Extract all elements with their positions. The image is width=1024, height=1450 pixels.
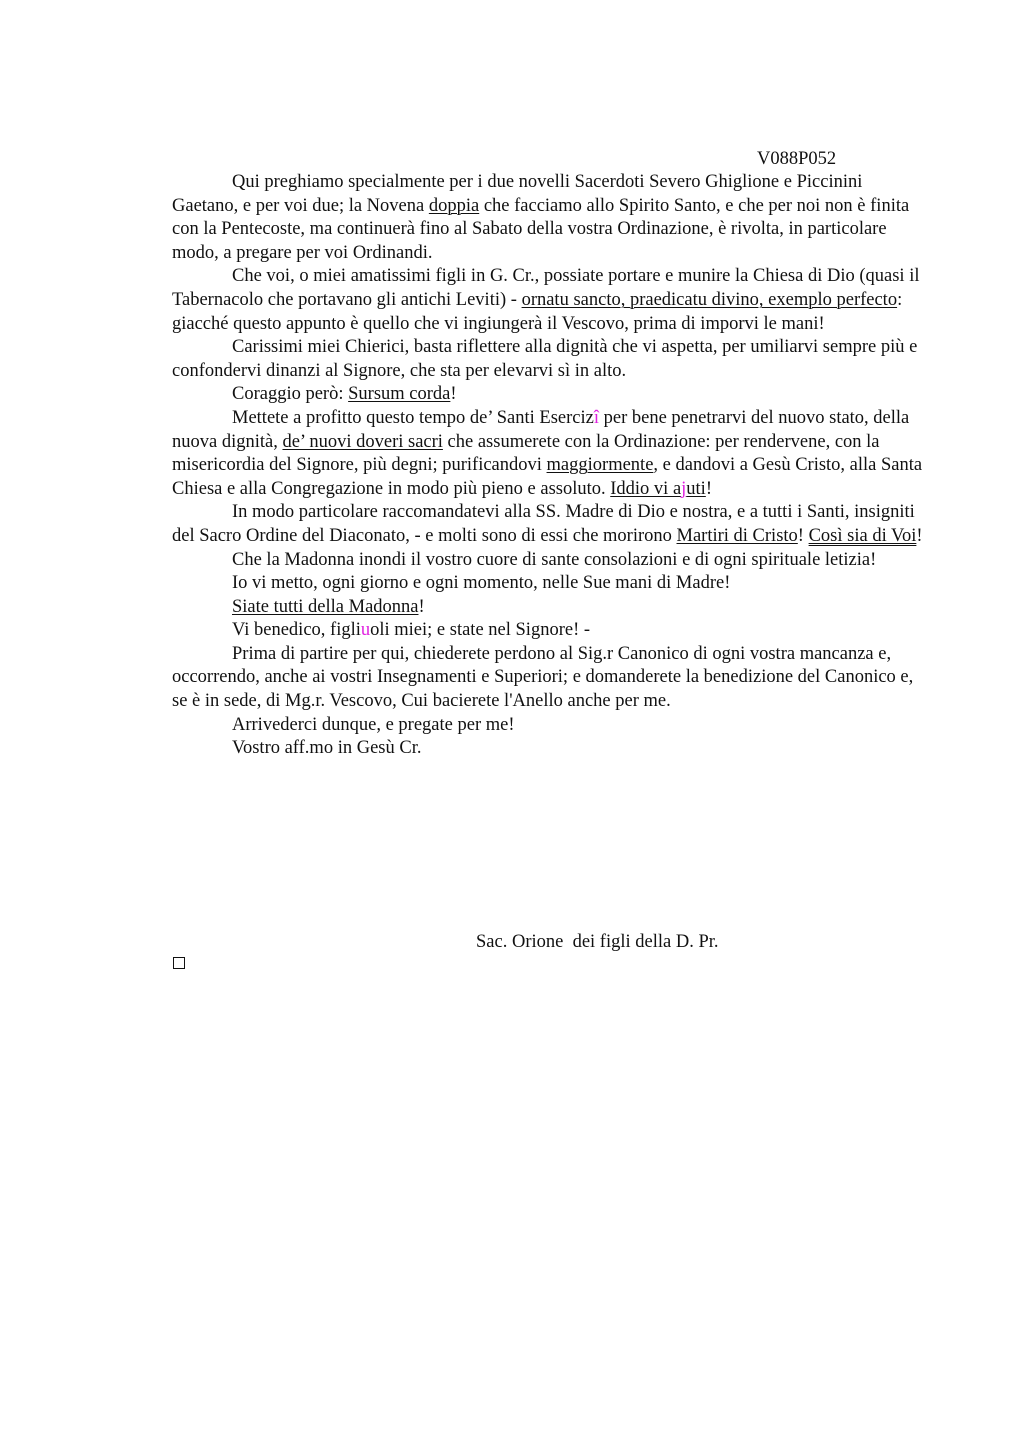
underlined-text: Siate tutti della Madonna [232, 596, 419, 617]
paragraph-7 [172, 549, 928, 573]
text-run: ! [418, 596, 425, 617]
text-run: Che la Madonna inondi il vostro cuore di sante consolazioni e di ogni spirituale letizia! [232, 549, 877, 570]
document-code: V088P052 [757, 149, 837, 169]
paragraph-6 [172, 501, 928, 548]
text-run: oli miei; e state nel Signore! - [370, 620, 591, 641]
underlined-text: ornatu sancto, praedicatu divino, exemplo perfecto [521, 289, 898, 310]
text-run: Prima di partire per qui, chiederete perdono al Sig.r Canonico di ogni vostra mancanza e, occorrendo, anche ai vostri Insegnamenti e Superiori; e domanderete la benedizione del Canonico e, se è in sede, di Mg.r. Vescovo, Cui bacierete l'Anello anche per me. [172, 643, 914, 712]
text-run: ! [450, 384, 457, 405]
signature: Sac. Orione dei figli della D. Pr. [476, 932, 719, 952]
paragraph-1 [172, 171, 928, 265]
text-run: : giacché questo appunto è quello che vi ingiungerà il Vescovo, prima di imporvi le mani! [172, 289, 903, 334]
underlined-text: de’ nuovi doveri sacri [282, 431, 443, 452]
text-run: , e dandovi a Gesù Cristo, alla Santa Chiesa e alla Congregazione in modo più pieno e assoluto. [172, 455, 923, 499]
paragraph-11 [172, 643, 928, 714]
underlined-text: Iddio vi a [610, 478, 682, 499]
text-run: Coraggio però: [232, 384, 349, 405]
text-run: Carissimi miei Chierici, basta riflettere alla dignità che vi aspetta, per umiliarvi sempre più e confondervi dinanzi al Signore, che sta per elevarvi sì in alto. [172, 337, 918, 381]
double-underlined-text: Così sia di Voi [808, 525, 917, 546]
text-run: ! [797, 525, 809, 546]
paragraph-2 [172, 265, 928, 336]
text-run: per bene penetrarvi del nuovo stato, della nuova dignità, [172, 407, 910, 452]
underlined-text: maggiormente [546, 455, 654, 476]
text-run: Vi benedico, figli [232, 620, 361, 641]
text-run: Arrivederci dunque, e pregate per me! [232, 714, 515, 735]
underlined-text: uti [686, 478, 706, 499]
highlighted-char: j [681, 478, 687, 499]
highlighted-char: u [360, 620, 371, 641]
paragraph-4 [172, 383, 928, 407]
underlined-text: doppia [428, 195, 480, 216]
paragraph-10 [172, 619, 928, 643]
text-run: Qui preghiamo specialmente per i due novelli Sacerdoti Severo Ghiglione e Piccinini Gaetano, e per voi due; la Novena [172, 172, 863, 216]
paragraph-5 [172, 407, 928, 501]
text-run: In modo particolare raccomandatevi alla SS. Madre di Dio e nostra, e a tutti i Santi, insigniti del Sacro Ordine del Diaconato, - e molti sono di essi che morirono [172, 502, 915, 546]
text-run: Vostro aff.mo in Gesù Cr. [232, 738, 422, 759]
text-run: ! [916, 525, 923, 546]
paragraph-3 [172, 336, 928, 383]
text-run: Mettete a profitto questo tempo de’ Santi Eserciz [232, 407, 594, 428]
highlighted-char: î [593, 407, 599, 428]
text-run: Io vi metto, ogni giorno e ogni momento, nelle Sue mani di Madre! [232, 573, 731, 594]
underlined-text: Sursum corda [348, 384, 451, 405]
text-run: ! [705, 478, 712, 499]
paragraph-9 [172, 596, 928, 620]
text-run: Che voi, o miei amatissimi figli in G. Cr., possiate portare e munire la Chiesa di Dio (quasi il Tabernacolo che portavano gli antichi Leviti) - [172, 266, 920, 310]
paragraph-13 [172, 737, 928, 761]
text-run: che facciamo allo Spirito Santo, e che per noi non è finita con la Pentecoste, ma continuerà fino al Sabato della vostra Ordinazione, è rivolta, in particolare modo, a pregare per voi Ordinandi. [172, 195, 910, 263]
checkbox-icon [173, 957, 185, 969]
paragraph-12 [172, 714, 928, 738]
paragraph-8 [172, 572, 928, 596]
letter-body [172, 171, 928, 761]
underlined-text: Martiri di Cristo [676, 525, 798, 546]
text-run: che assumerete con la Ordinazione: per rendervene, con la misericordia del Signore, più degni; purificandovi [172, 431, 880, 476]
